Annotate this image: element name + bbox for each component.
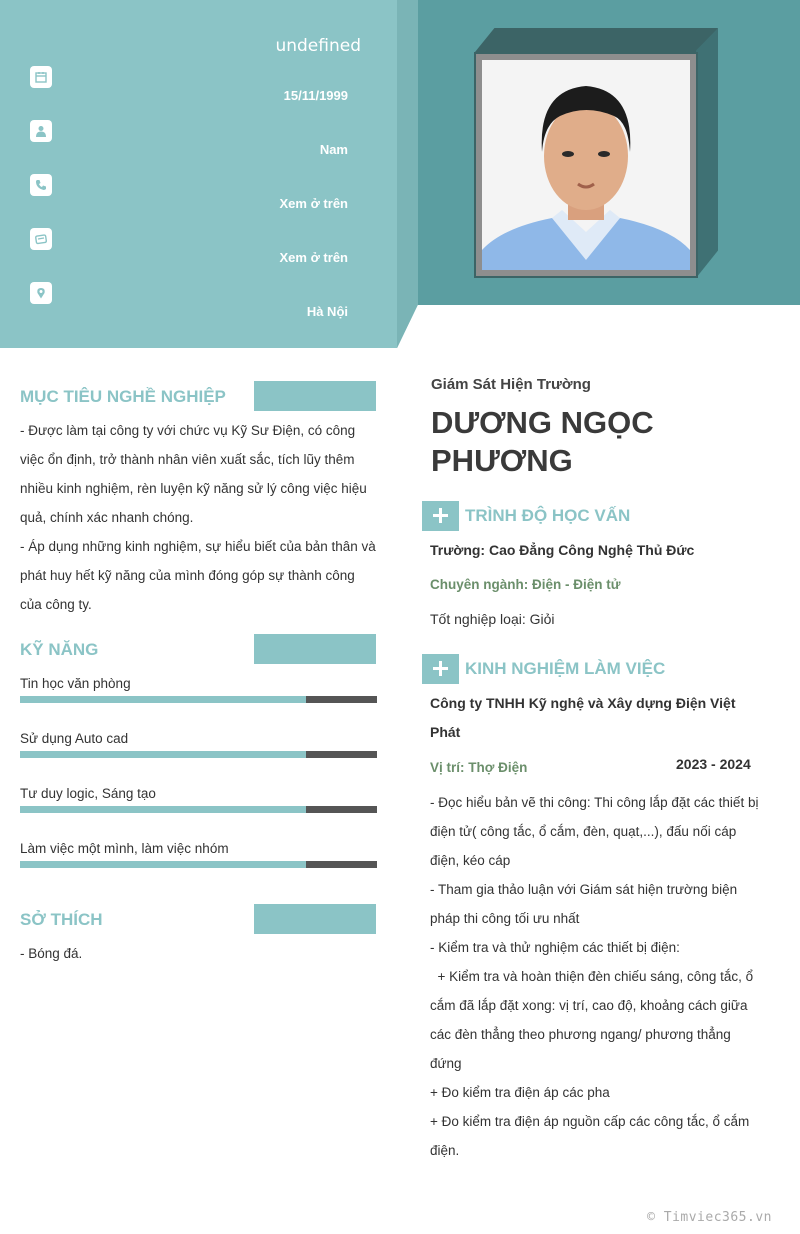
experience-details — [430, 788, 765, 1165]
skill-name: Sử dụng Auto cad — [20, 731, 129, 746]
skill-level-fill — [20, 806, 306, 813]
plus-icon — [422, 501, 459, 531]
education-header — [422, 501, 782, 531]
skill-item — [20, 841, 377, 868]
info-gender — [30, 120, 348, 157]
info-phone-text: Xem ở trên — [279, 196, 348, 211]
objective-line: - Áp dụng những kinh nghiệm, sự hiểu biết của bản thân và phát huy hết kỹ năng của mình đóng góp sự thành công của công ty. — [20, 539, 376, 612]
experience-detail-line: - Đọc hiểu bản vẽ thi công: Thi công lắp đặt các thiết bị điện tử( công tắc, ổ cắm, đèn, quạt,...), đấu nối cáp điện, kéo cáp — [430, 795, 759, 868]
hobbies-title: SỞ THÍCH — [20, 910, 103, 929]
info-birthdate-text: 15/11/1999 — [283, 88, 348, 103]
objective-text — [20, 416, 378, 619]
skill-level-fill — [20, 751, 306, 758]
photo-frame — [474, 52, 698, 278]
skill-level-bar — [20, 806, 377, 813]
job-title: Giám Sát Hiện Trường — [431, 376, 591, 393]
profile-photo — [482, 60, 690, 270]
experience-title: KINH NGHIỆM LÀM VIỆC — [465, 659, 666, 678]
footer-watermark: © Timviec365.vn — [647, 1210, 772, 1225]
photo-frame-side — [696, 28, 718, 278]
photo-frame-top — [475, 28, 718, 52]
objective-bar — [254, 381, 376, 411]
experience-detail-line: - Tham gia thảo luận với Giám sát hiện trường biện pháp thi công tối ưu nhất — [430, 882, 738, 926]
skills-header — [20, 634, 376, 664]
skill-name: Làm việc một mình, làm việc nhóm — [20, 841, 229, 856]
education-grade: Tốt nghiệp loại: Giỏi — [430, 611, 555, 627]
skill-level-bar — [20, 861, 377, 868]
full-name: DƯƠNG NGỌC PHƯƠNG — [431, 405, 654, 478]
skill-level-bar — [20, 751, 377, 758]
experience-detail-line: + Đo kiểm tra điện áp nguồn cấp các công tắc, ổ cắm điện. — [430, 1114, 750, 1158]
skill-item — [20, 676, 377, 703]
skills-bar — [254, 634, 376, 664]
experience-period: 2023 - 2024 — [676, 756, 751, 772]
objective-line: - Được làm tại công ty với chức vụ Kỹ Sư Điện, có công việc ổn định, trở thành nhân viên xuất sắc, tích lũy thêm nhiều kinh nghiệm, rèn luyện kỹ năng sử lý công việc hiệu quả, chính xác nhanh chóng. — [20, 423, 367, 525]
info-email — [30, 228, 348, 265]
header-fold — [397, 0, 418, 348]
info-birthdate — [30, 66, 348, 103]
skill-name: Tin học văn phòng — [20, 676, 131, 691]
phone-icon — [30, 174, 52, 196]
education-school: Trường: Cao Đẳng Công Nghệ Thủ Đức — [430, 542, 695, 558]
info-location — [30, 282, 348, 319]
email-icon — [30, 228, 52, 250]
experience-detail-line: - Kiểm tra và thử nghiệm các thiết bị điện: — [430, 940, 680, 955]
info-location-text: Hà Nội — [306, 304, 348, 319]
info-email-text: Xem ở trên — [279, 250, 348, 265]
user-icon — [30, 120, 52, 142]
skill-name: Tư duy logic, Sáng tạo — [20, 786, 156, 801]
experience-detail-line: + Đo kiểm tra điện áp các pha — [430, 1085, 610, 1100]
skill-level-fill — [20, 696, 306, 703]
experience-company: Công ty TNHH Kỹ nghệ và Xây dựng Điện Việt Phát — [430, 695, 736, 740]
experience-detail-line: + Kiểm tra và hoàn thiện đèn chiếu sáng, công tắc, ổ cắm đã lắp đặt xong: vị trí, cao độ, khoảng cách giữa các đèn thẳng theo phương ngang/ phương thẳng đứng — [430, 969, 757, 1071]
header-name: undefined — [275, 36, 361, 56]
skill-item — [20, 731, 377, 758]
hobbies-header — [20, 904, 376, 934]
objective-header — [20, 381, 376, 411]
skill-level-bar — [20, 696, 377, 703]
education-title: TRÌNH ĐỘ HỌC VẤN — [465, 506, 631, 525]
calendar-icon — [30, 66, 52, 88]
education-major: Chuyên ngành: Điện - Điện tử — [430, 577, 621, 592]
plus-icon — [422, 654, 459, 684]
skill-level-fill — [20, 861, 306, 868]
location-icon — [30, 282, 52, 304]
hobbies-bar — [254, 904, 376, 934]
objective-title: MỤC TIÊU NGHỀ NGHIỆP — [20, 387, 226, 406]
experience-header — [422, 654, 782, 684]
experience-position: Vị trí: Thợ Điện — [430, 760, 528, 775]
hobbies-text: - Bóng đá. — [20, 946, 83, 961]
skills-title: KỸ NĂNG — [20, 640, 99, 659]
info-gender-text: Nam — [319, 142, 348, 157]
info-phone — [30, 174, 348, 211]
skill-item — [20, 786, 377, 813]
